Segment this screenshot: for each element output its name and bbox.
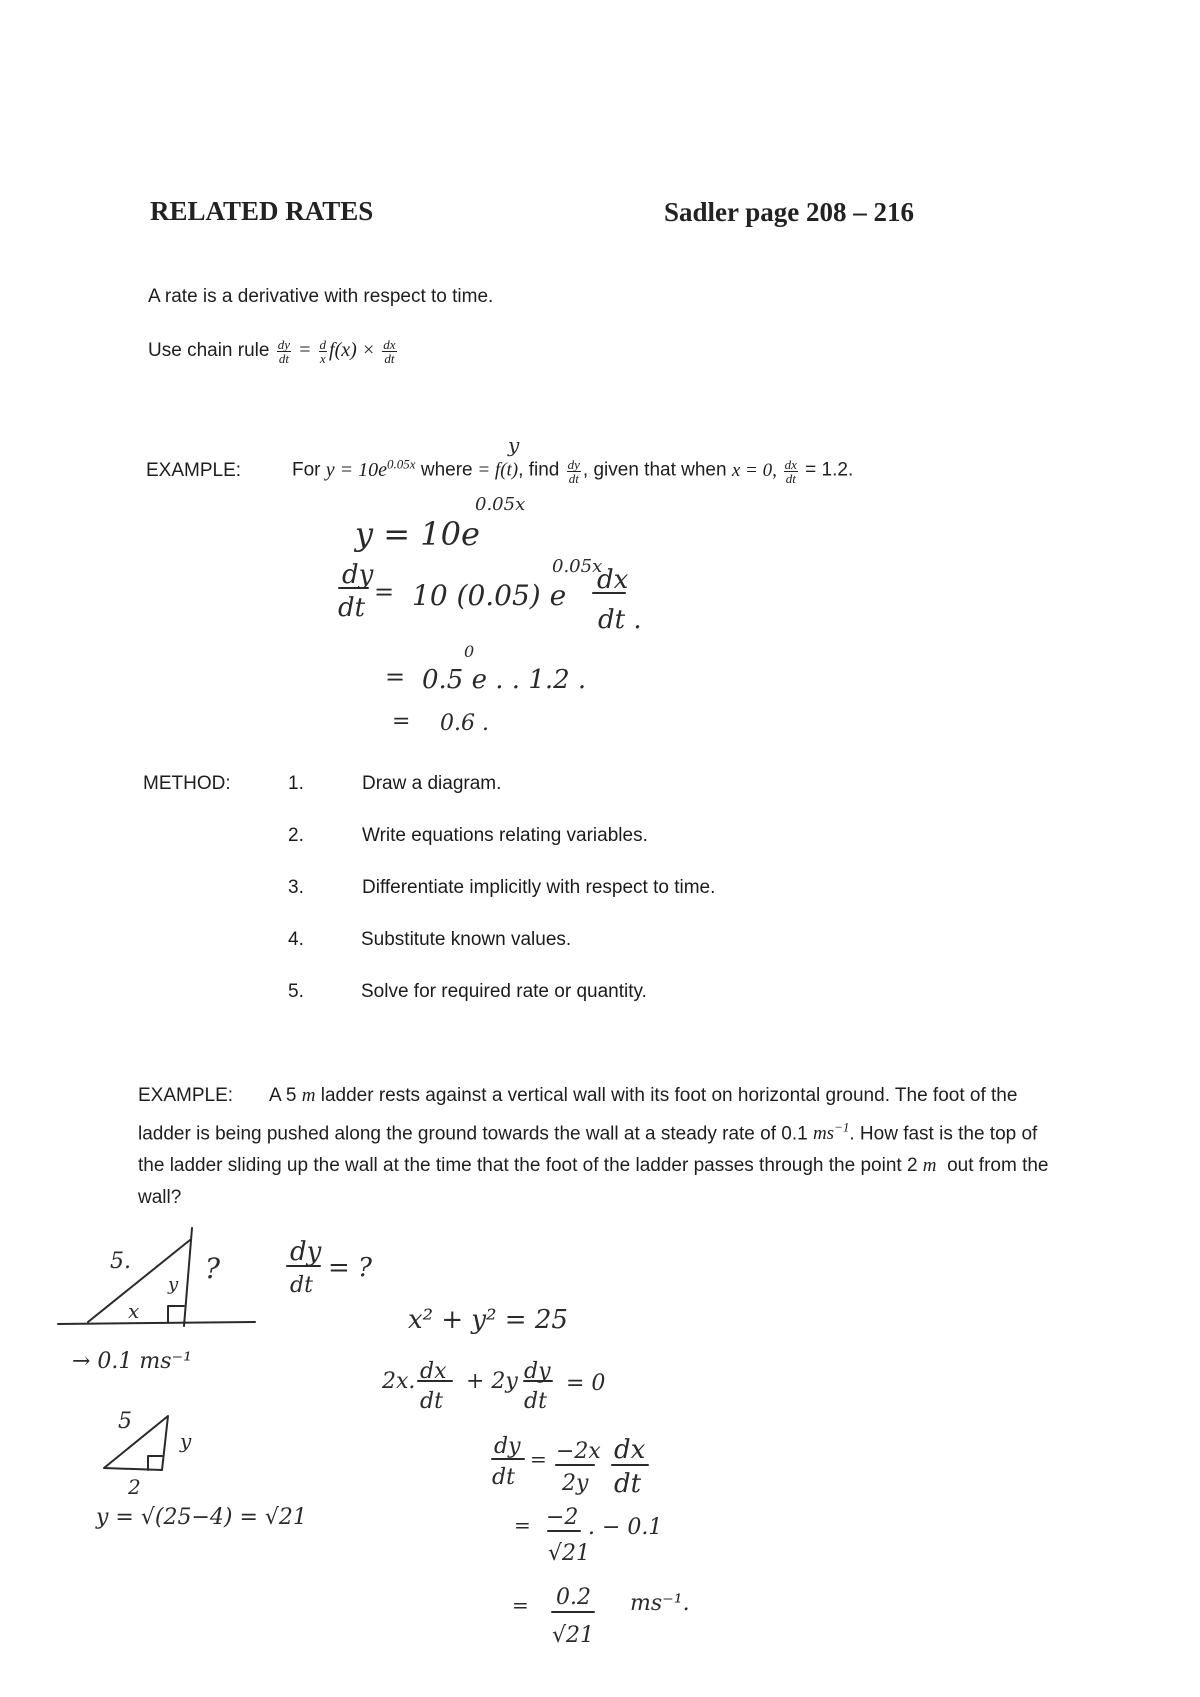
svg-text:dy: dy [290,1237,322,1267]
chain-rule-formula: $\frac{dy}{dt}$ = $\frac{d}{x}$ f(x) × $\frac{dx}{dt}$ [277,337,396,366]
svg-text:x² + y² = 25: x² + y² = 25 [408,1305,568,1335]
svg-text:dt: dt [492,1465,515,1490]
svg-text:y = √(25−4) = √21: y = √(25−4) = √21 [96,1505,307,1530]
step-number: 1. [288,773,304,794]
svg-text:dt: dt [614,1469,642,1499]
svg-text:10 (0.05) e: 10 (0.05) e [412,579,567,612]
svg-text:dt: dt [524,1389,547,1414]
svg-text:= ?: = ? [328,1253,372,1283]
svg-text:y: y [508,433,520,457]
svg-text:=: = [385,663,406,691]
step-number: 2. [288,825,304,846]
step-text: Write equations relating variables. [362,825,648,846]
example1-function: $y = 10e^{0.05x}$ [325,456,416,481]
svg-text:0.05x: 0.05x [552,556,603,577]
step-number: 5. [288,981,304,1002]
svg-text:2y: 2y [562,1471,589,1496]
handwritten-example1-working [338,433,642,736]
svg-text:0: 0 [464,642,475,661]
rate-definition: A rate is a derivative with respect to time. [148,286,494,307]
svg-text:y = 10e: y = 10e [355,515,480,553]
svg-text:dx: dx [420,1359,447,1384]
example1-label: EXAMPLE: [146,460,242,481]
example2-label: EXAMPLE: [138,1085,234,1106]
page-reference: Sadler page 208 – 216 [664,197,915,227]
svg-text:?: ? [205,1252,221,1285]
svg-text:y: y [180,1429,192,1453]
svg-text:=: = [512,1593,529,1617]
ladder-diagram [58,1228,255,1374]
svg-text:2x.: 2x. [382,1369,416,1394]
svg-text:dt: dt [338,593,366,623]
small-triangle-diagram [95,1409,307,1530]
svg-text:0.6 .: 0.6 . [440,711,489,736]
svg-text:+ 2y: + 2y [466,1369,518,1394]
method-label: METHOD: [143,773,231,794]
svg-text:x: x [128,1299,140,1323]
svg-text:ms⁻¹.: ms⁻¹. [630,1591,690,1616]
svg-text:=: = [514,1513,531,1537]
svg-text:−2x: −2x [556,1439,601,1464]
example1-statement: For $y = 10e^{0.05x}$ where = f(t), find $\frac{dy}{dt}$ , given that when x = 0, $\frac{dx}{dt}$ = 1.2. [292,456,854,486]
svg-text:dt .: dt . [598,605,642,635]
svg-text:dy: dy [524,1359,551,1384]
svg-text:5: 5 [118,1409,132,1434]
svg-text:. − 0.1: . − 0.1 [588,1515,663,1540]
step-text: Solve for required rate or quantity. [361,981,647,1002]
svg-text:dx: dx [614,1435,646,1465]
step-text: Substitute known values. [361,929,572,950]
svg-text:y: y [168,1274,179,1295]
svg-text:−2: −2 [546,1505,579,1530]
svg-text:2: 2 [128,1475,141,1499]
svg-text:dt: dt [420,1389,443,1414]
example2-problem: EXAMPLE: A 5 m ladder rests against a vertical wall with its foot on horizontal ground. The foot of the ladder is being pushed along the ground towards the wall at a steady rate of 0.1 $ms^{-1}$. How fast is the top of the ladder sliding up the wall at the time that the foot of the ladder passes through the point 2 m out from the wall? [138,1085,1049,1209]
svg-text:dy: dy [494,1434,521,1459]
svg-text:=: = [530,1447,547,1471]
svg-text:=: = [374,578,395,606]
svg-text:= 0: = 0 [566,1371,606,1396]
svg-text:0.5 e . . 1.2 .: 0.5 e . . 1.2 . [422,665,587,695]
svg-text:0.2: 0.2 [556,1585,591,1610]
chain-rule-label: Use chain rule [148,340,270,362]
step-number: 3. [288,877,304,898]
svg-text:dy: dy [342,560,374,590]
step-number: 4. [288,929,304,950]
svg-text:→ 0.1 ms⁻¹: → 0.1 ms⁻¹ [72,1349,192,1374]
svg-text:=: = [392,709,411,734]
svg-text:√21: √21 [548,1541,591,1566]
svg-text:0.05x: 0.05x [475,494,526,515]
handwritten-example2-working [287,1237,690,1648]
step-text: Draw a diagram. [362,773,502,794]
step-text: Differentiate implicitly with respect to time. [362,877,716,898]
svg-text:dx: dx [597,565,629,595]
page-title: RELATED RATES [150,196,374,226]
svg-text:5.: 5. [110,1249,131,1274]
svg-text:dt: dt [290,1273,313,1298]
svg-text:√21: √21 [552,1623,595,1648]
